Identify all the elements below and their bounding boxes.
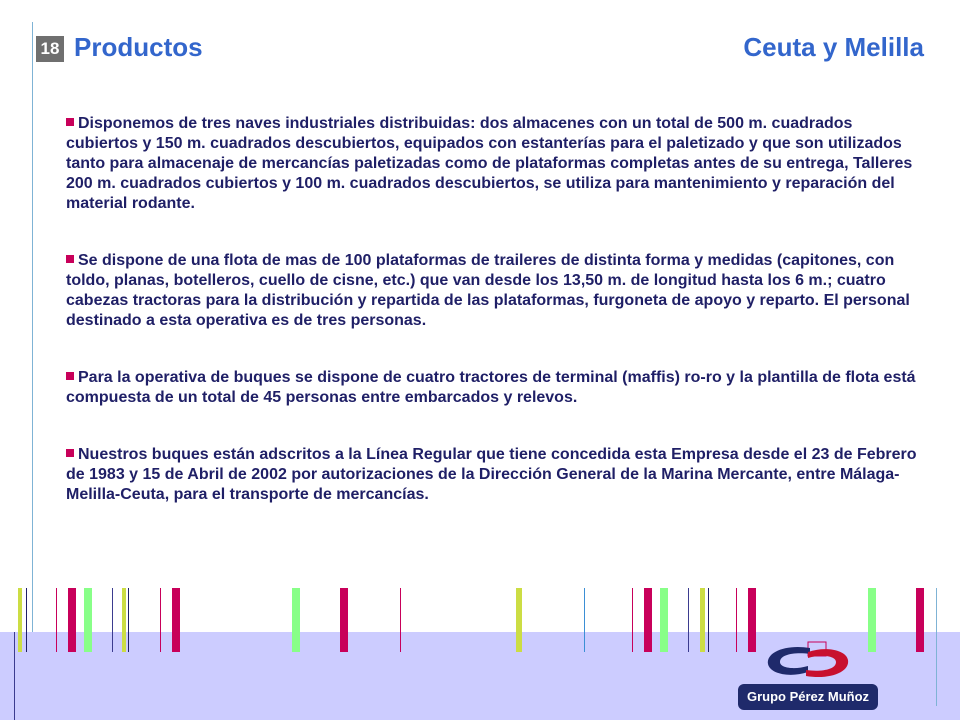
left-vertical-rule — [32, 22, 33, 632]
page-number-badge: 18 — [36, 36, 64, 62]
stripe-bar — [916, 588, 924, 652]
logo-emblem-icon — [756, 640, 860, 684]
stripe-bar — [660, 588, 668, 652]
stripe-bar — [68, 588, 76, 652]
footer-right-line — [936, 588, 937, 706]
company-logo — [738, 640, 878, 716]
slide-title: Productos — [74, 32, 203, 62]
stripe-bar — [292, 588, 300, 652]
stripe-line — [632, 588, 633, 652]
slide-subtitle: Ceuta y Melilla — [743, 32, 924, 62]
paragraph-warehouses — [66, 114, 926, 214]
stripe-line — [400, 588, 401, 652]
paragraph-ships-operation — [66, 368, 926, 408]
stripe-bar — [644, 588, 652, 652]
paragraph-regular-line — [66, 445, 926, 505]
stripe-bar — [122, 588, 126, 652]
paragraph-text: Se dispone de una flota de mas de 100 plataformas de traileres de distinta forma y medidas (capitones, con toldo, planas, botelleros, cuello de cisne, etc.) que van desde los 13,50 m. de longitud hasta los 6 m.; cuatro cabezas tractoras para la distribución y repartida de las plataformas, furgoneta de apoyo y reparto. El personal destinado a esta operativa es de tres personas. — [66, 252, 910, 329]
footer-left-line — [14, 632, 15, 720]
stripe-bar — [700, 588, 705, 652]
paragraph-text: Disponemos de tres naves industriales distribuidas: dos almacenes con un total de 500 m. cuadrados cubiertos y 150 m. cuadrados descubiertos, equipados con estanterías para el paletizado y que son utilizados tanto para almacenaje de mercancías paletizadas como de plataformas completas antes de su entrega, Talleres 200 m. cuadrados cubiertos y 100 m. cuadrados descubiertos, se utiliza para mantenimiento y reparación del material rodante. — [66, 115, 913, 212]
paragraph-text: Para la operativa de buques se dispone de cuatro tractores de terminal (maffis) ro-ro y la plantilla de flota está compuesta de un total de 45 personas entre embarcados y relevos. — [66, 369, 916, 406]
stripe-bar — [18, 588, 22, 652]
stripe-line — [708, 588, 709, 652]
stripe-line — [56, 588, 57, 652]
content-body — [66, 114, 926, 542]
stripe-line — [688, 588, 689, 652]
stripe-line — [160, 588, 161, 652]
paragraph-fleet — [66, 251, 926, 331]
stripe-line — [736, 588, 737, 652]
bullet-square-icon — [66, 255, 74, 263]
bullet-square-icon — [66, 372, 74, 380]
stripe-line — [112, 588, 113, 652]
stripe-bar — [84, 588, 92, 652]
paragraph-text: Nuestros buques están adscritos a la Línea Regular que tiene concedida esta Empresa desde el 23 de Febrero de 1983 y 15 de Abril de 2002 por autorizaciones de la Dirección General de la Marina Mercante, entre Málaga-Melilla-Ceuta, para el transporte de mercancías. — [66, 446, 917, 503]
bullet-square-icon — [66, 118, 74, 126]
stripe-line — [128, 588, 129, 652]
bullet-square-icon — [66, 449, 74, 457]
stripe-bar — [516, 588, 522, 652]
stripe-line — [26, 588, 27, 652]
logo-company-name: Grupo Pérez Muñoz — [738, 684, 878, 710]
stripe-line — [584, 588, 585, 652]
stripe-bar — [340, 588, 348, 652]
stripe-bar — [172, 588, 180, 652]
